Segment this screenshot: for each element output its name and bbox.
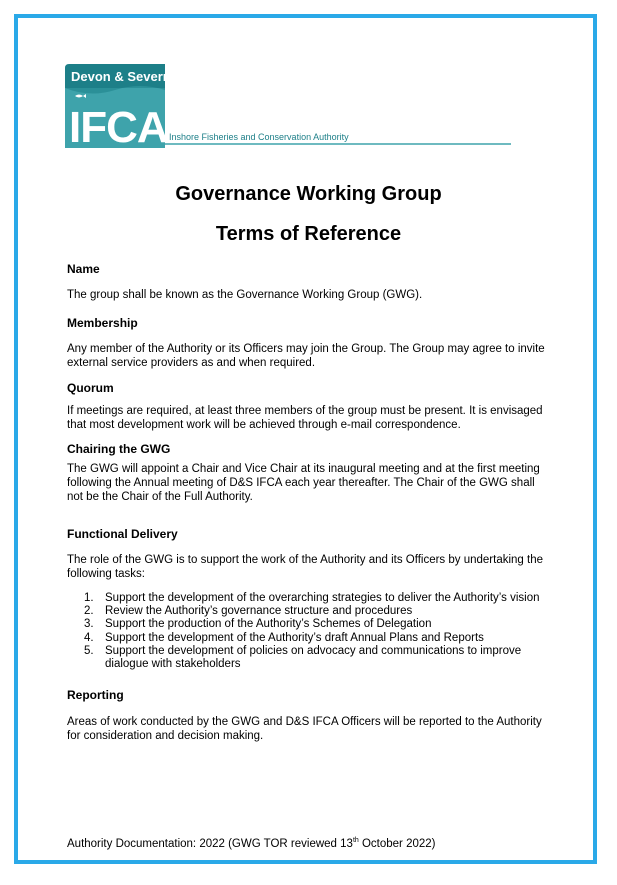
- list-item: 2. Review the Authority’s governance structure and procedures: [84, 605, 413, 618]
- page-title: Governance Working Group: [175, 183, 442, 205]
- list-item: 5. Support the development of policies on advocacy and communications to improve dialogue with stakeholders: [84, 644, 522, 671]
- section-heading-chairing: Chairing the GWG: [67, 442, 171, 456]
- section-text-reporting-1: Areas of work conducted by the GWG and D&S IFCA Officers will be reported to the Authority: [67, 716, 542, 728]
- logo-region: Devon & Severn: [71, 69, 171, 84]
- section-text-quorum-1: If meetings are required, at least three members of the group must be present. It is envisaged: [67, 405, 543, 417]
- logo-full-name: Inshore Fisheries and Conservation Authority: [169, 132, 349, 142]
- section-text-name: The group shall be known as the Governance Working Group (GWG).: [67, 289, 423, 301]
- list-item: 4. Support the development of the Authority’s draft Annual Plans and Reports: [84, 631, 484, 644]
- section-text-membership-1: Any member of the Authority or its Officers may join the Group. The Group may agree to invite: [67, 343, 545, 355]
- section-text-functional-2: following tasks:: [67, 568, 145, 580]
- list-item: 3. Support the production of the Authority’s Schemes of Delegation: [84, 618, 432, 631]
- page-subtitle: Terms of Reference: [215, 223, 402, 245]
- section-text-chairing-3: not be the Chair of the Full Authority.: [67, 491, 253, 503]
- footer-note: Authority Documentation: 2022 (GWG TOR reviewed 13th October 2022): [67, 836, 436, 850]
- list-item: 1. Support the development of the overarching strategies to deliver the Authority’s vision: [84, 592, 540, 604]
- section-text-quorum-2: that most development work will be achieved through e-mail correspondence.: [67, 419, 461, 431]
- section-heading-membership: Membership: [67, 316, 138, 330]
- section-text-membership-2: external service providers as and when required.: [67, 357, 316, 369]
- section-heading-name: Name: [67, 262, 100, 276]
- ifca-logo: [65, 64, 515, 154]
- task-list: [84, 592, 552, 671]
- section-heading-functional: Functional Delivery: [67, 527, 178, 541]
- section-text-reporting-2: for consideration and decision making.: [67, 730, 264, 742]
- section-heading-reporting: Reporting: [67, 688, 124, 702]
- section-text-chairing-1: The GWG will appoint a Chair and Vice Chair at its inaugural meeting and at the first meeting: [67, 463, 540, 475]
- section-heading-quorum: Quorum: [67, 381, 114, 395]
- logo-acronym: IFCA: [69, 103, 168, 152]
- section-text-chairing-2: following the Annual meeting of D&S IFCA each year thereafter. The Chair of the GWG shall: [67, 477, 535, 489]
- section-text-functional-1: The role of the GWG is to support the work of the Authority and its Officers by undertaking the: [67, 554, 543, 566]
